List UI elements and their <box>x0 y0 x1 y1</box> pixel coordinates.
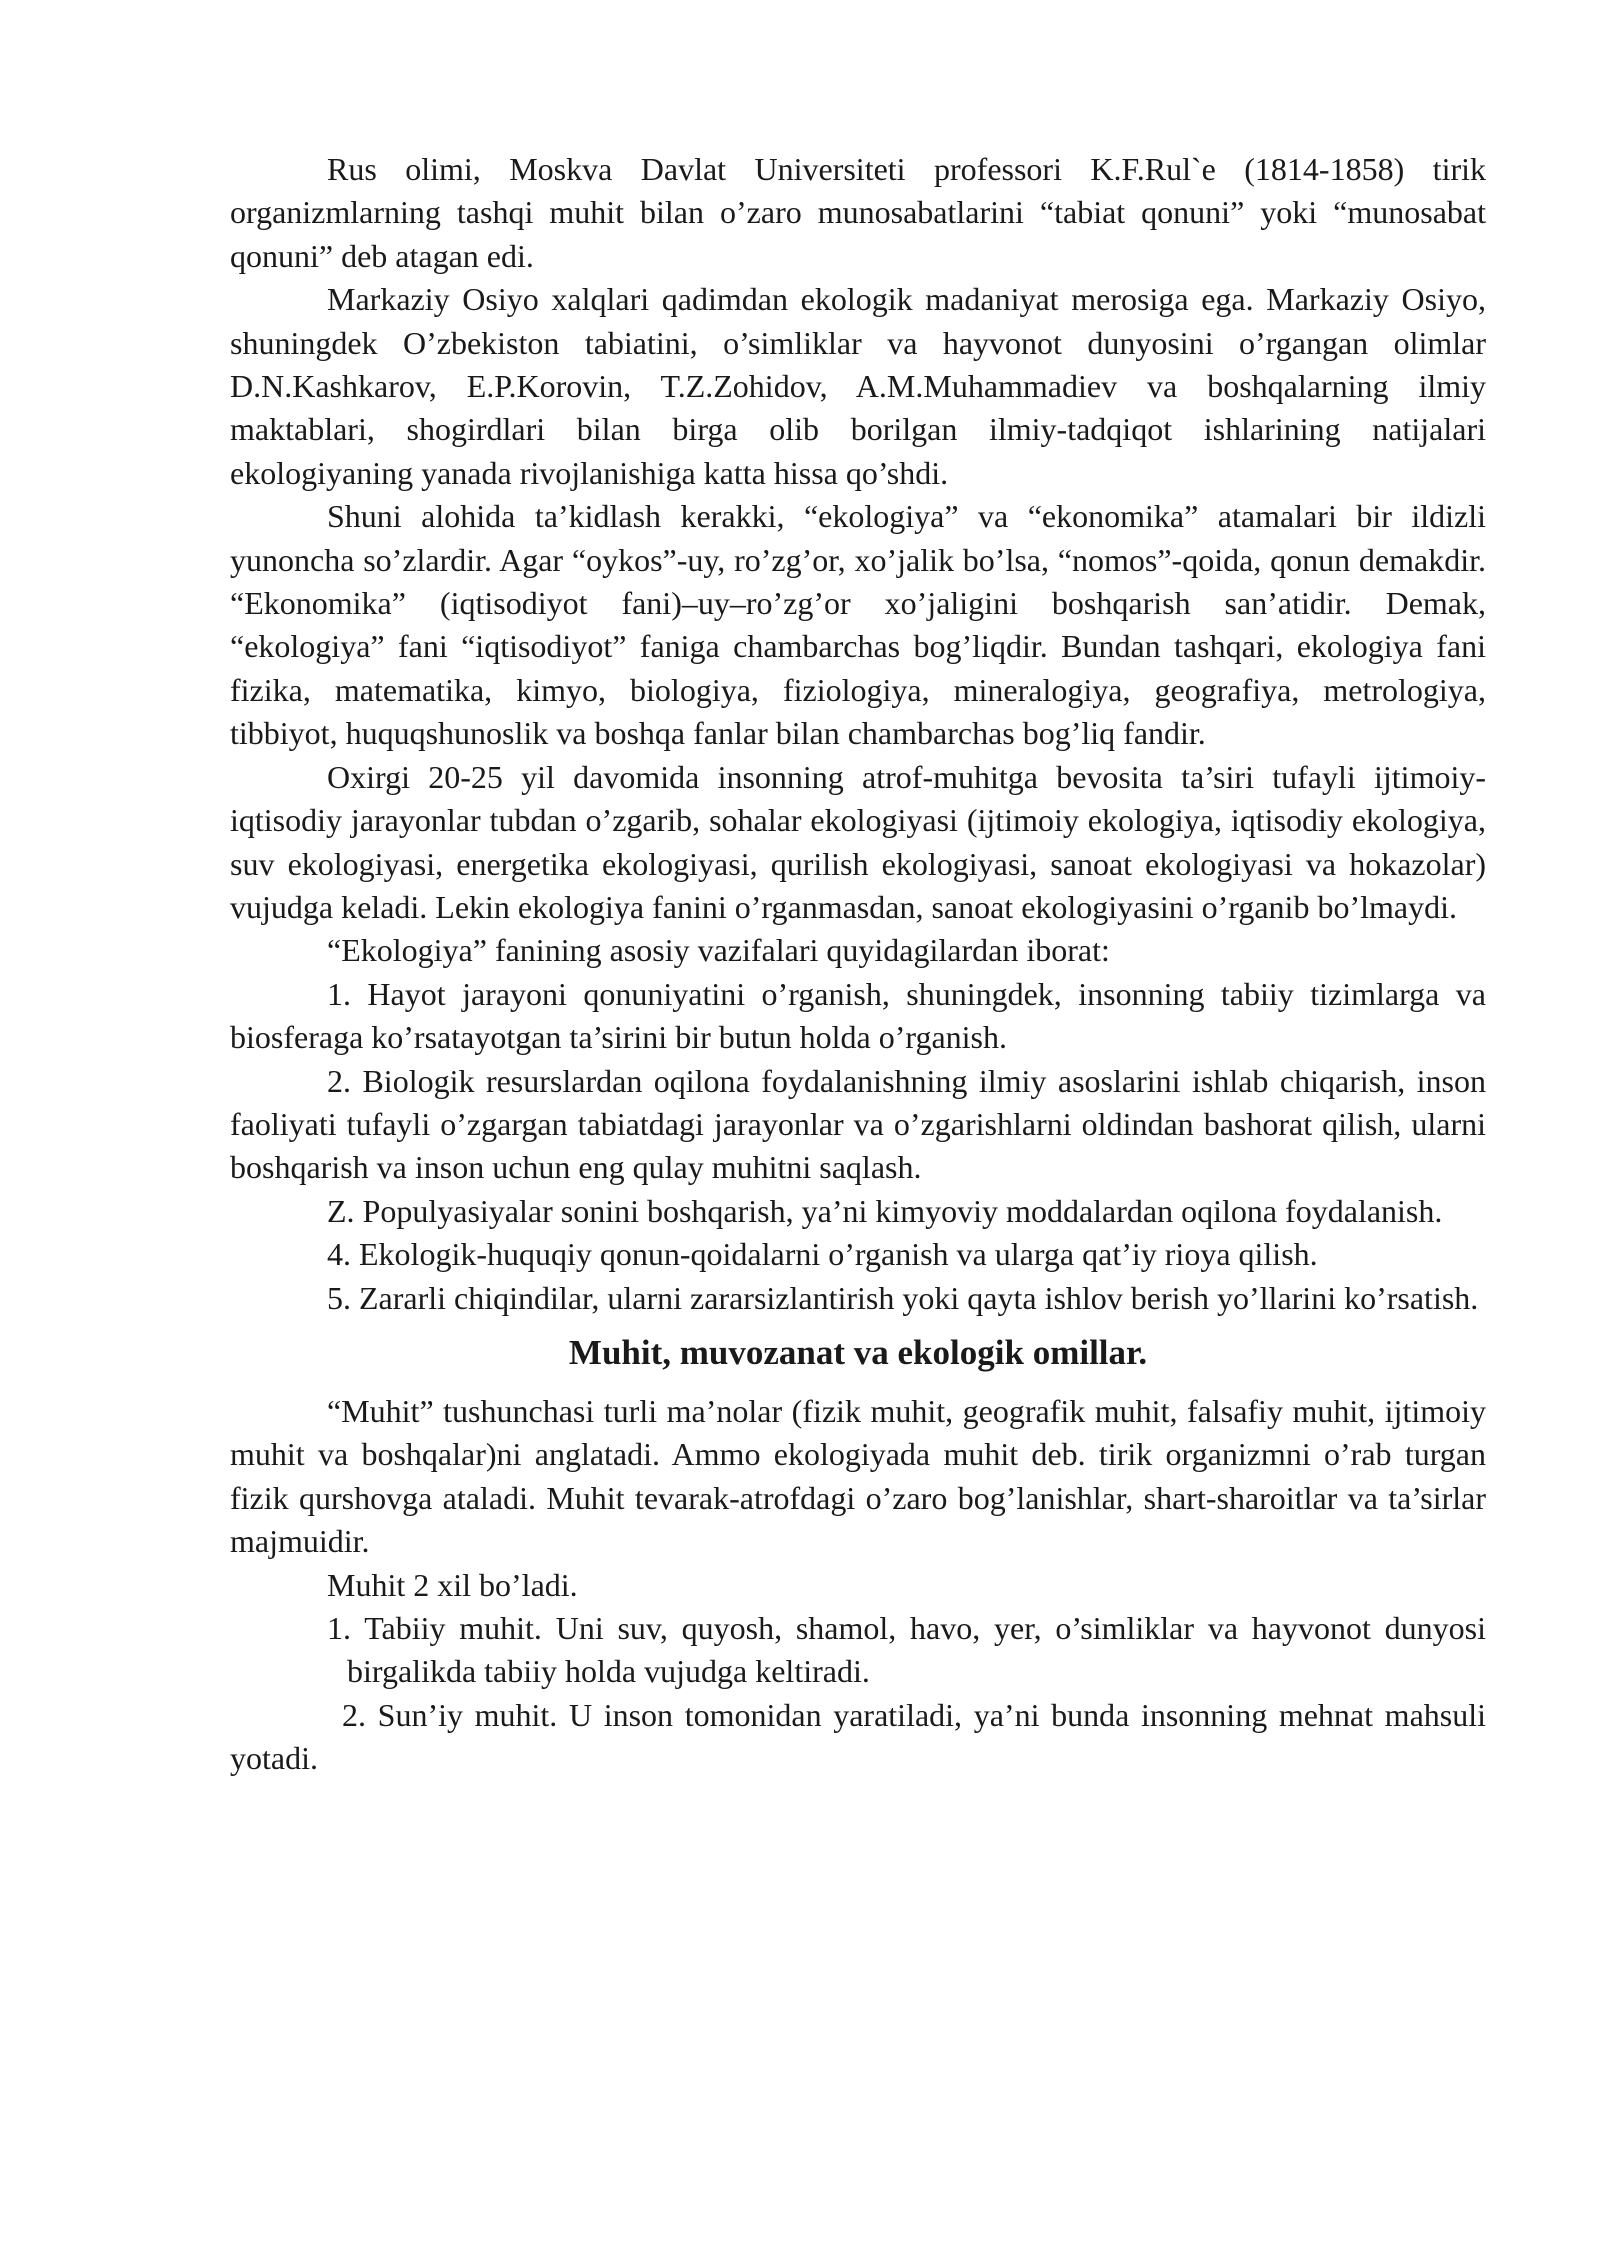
document-page <box>230 148 1486 1781</box>
paragraph-central-asia: Markaziy Osiyo xalqlari qadimdan ekologik madaniyat merosiga ega. Markaziy Osiyo, shuningdek O’zbekiston tabiatini, o’simliklar va hayvonot dunyosini o’rgangan olimlar D.N.Kashkarov, E.P.Korovin, T.Z.Zohidov, A.M.Muhammadiev va boshqalarning ilmiy maktablari, shogirdlari bilan birga olib borilgan ilmiy-tadqiqot ishlarining natijalari ekologiyaning yanada rivojlanishiga katta hissa qo’shdi. <box>230 281 1486 491</box>
section-heading: Muhit, muvozanat va ekologik omillar. <box>568 1332 1148 1372</box>
task-item-4: 4. Ekologik-huquqiy qonun-qoidalarni o’rganish va ularga qat’iy rioya qilish. <box>327 1236 1318 1273</box>
paragraph-tasks-intro: “Ekologiya” fanining asosiy vazifalari quyidagilardan iborat: <box>327 932 1110 969</box>
task-item-2: 2. Biologik resurslardan oqilona foydalanishning ilmiy asoslarini ishlab chiqarish, inson faoliyati tufayli o’zgargan tabiatdagi jarayonlar va o’zgarishlarni oldindan bashorat qilish, ularni boshqarish va inson uchun eng qulay muhitni saqlash. <box>230 1062 1486 1186</box>
paragraph-intro: Rus olimi, Moskva Davlat Universiteti professori K.F.Rul`e (1814-1858) tirik organizmlarning tashqi muhit bilan o’zaro munosabatlarini “tabiat qonuni” yoki “munosabat qonuni” deb atagan edi. <box>230 151 1486 274</box>
paragraph-muhit-definition: “Muhit” tushunchasi turli ma’nolar (fizik muhit, geografik muhit, falsafiy muhit, ijtimoiy muhit va boshqalar)ni anglatadi. Ammo ekologiyada muhit deb. tirik organizmni o’rab turgan fizik qurshovga ataladi. Muhit tevarak-atrofdagi o’zaro bog’lanishlar, shart-sharoitlar va ta’sirlar majmuidir. <box>230 1392 1486 1560</box>
muhit-item-2: 2. Sun’iy muhit. U inson tomonidan yaratiladi, ya’ni bunda insonning mehnat mahsuli yotadi. <box>230 1696 1486 1777</box>
task-item-3: Z. Populyasiyalar sonini boshqarish, ya’ni kimyoviy moddalardan oqilona foydalanish. <box>327 1192 1443 1229</box>
paragraph-muhit-types: Muhit 2 xil bo’ladi. <box>327 1566 578 1603</box>
task-item-1: 1. Hayot jarayoni qonuniyatini o’rganish, shuningdek, insonning tabiiy tizimlarga va biosferaga ko’rsatayotgan ta’sirini bir butun holda o’rganish. <box>230 975 1486 1056</box>
paragraph-recent-years: Oxirgi 20-25 yil davomida insonning atrof-muhitga bevosita ta’siri tufayli ijtimoiy-iqtisodiy jarayonlar tubdan o’zgarib, sohalar ekologiyasi (ijtimoiy ekologiya, iqtisodiy ekologiya, suv ekologiyasi, energetika ekologiyasi, qurilish ekologiyasi, sanoat ekologiyasi va hokazolar) vujudga keladi. Lekin ekologiya fanini o’rganmasdan, sanoat ekologiyasini o’rganib bo’lmaydi. <box>230 758 1486 925</box>
task-item-5: 5. Zararli chiqindilar, ularni zararsizlantirish yoki qayta ishlov berish yo’llarini ko’rsatish. <box>327 1279 1479 1316</box>
paragraph-etymology: Shuni alohida ta’kidlash kerakki, “ekologiya” va “ekonomika” atamalari bir ildizli yunoncha so’zlardir. Agar “oykos”-uy, ro’zg’or, xo’jalik bo’lsa, “nomos”-qoida, qonun demakdir. “Ekonomika” (iqtisodiyot fani)–uy–ro’zg’or xo’jaligini boshqarish san’atidir. Demak, “ekologiya” fani “iqtisodiyot” faniga chambarchas bog’liqdir. Bundan tashqari, ekologiya fani fizika, matematika, kimyo, biologiya, fiziologiya, mineralogiya, geografiya, metrologiya, tibbiyot, huquqshunoslik va boshqa fanlar bilan chambarchas bog’liq fandir. <box>230 498 1486 752</box>
muhit-item-1: 1. Tabiiy muhit. Uni suv, quyosh, shamol, havo, yer, o’simliklar va hayvonot dunyosi birgalikda tabiiy holda vujudga keltiradi. <box>327 1610 1486 1690</box>
